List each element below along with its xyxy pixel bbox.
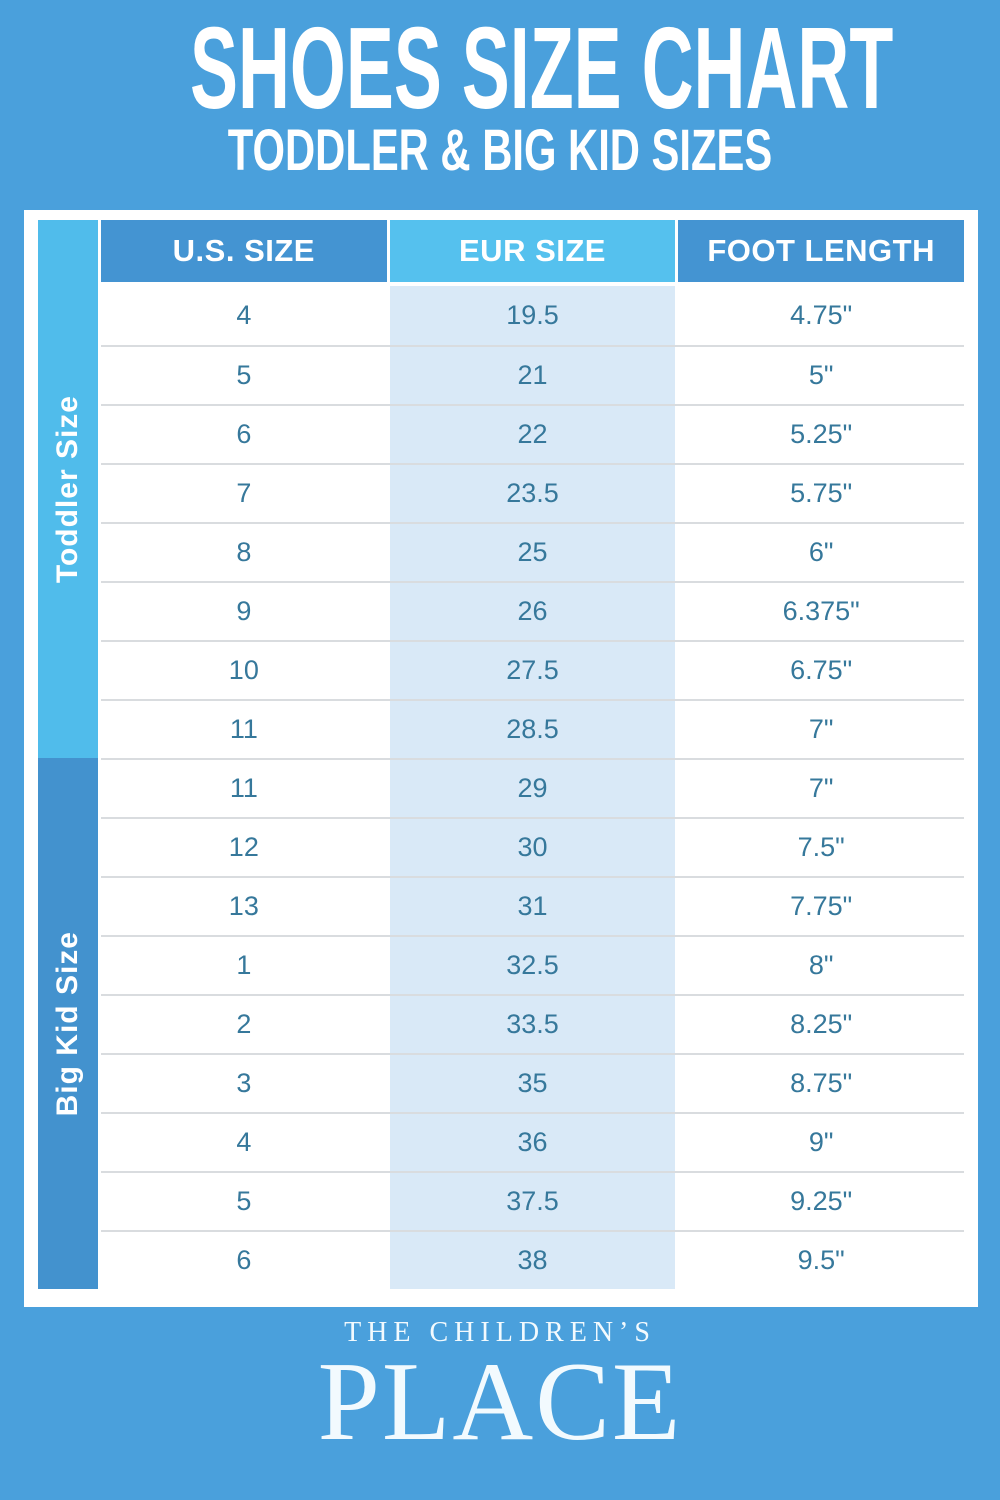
table-row [101,817,964,876]
cell-foot-length: 8" [678,937,964,994]
cell-eur-size: 25 [390,524,676,581]
cell-eur-size: 19.5 [390,286,676,345]
cell-us-size: 1 [101,937,387,994]
cell-foot-length: 7" [678,760,964,817]
table-row [101,876,964,935]
page-title: SHOES SIZE CHART [190,3,894,133]
cell-foot-length: 6" [678,524,964,581]
table-row [101,1112,964,1171]
cell-eur-size: 31 [390,878,676,935]
table-row [101,758,964,817]
cell-eur-size: 37.5 [390,1173,676,1230]
page-subtitle: TODDLER & BIG KID SIZES [227,118,773,183]
table-row [101,994,964,1053]
cell-foot-length: 7.75" [678,878,964,935]
cell-eur-size: 26 [390,583,676,640]
table-row [101,581,964,640]
cell-foot-length: 6.75" [678,642,964,699]
table-body [101,286,964,1289]
table-sidebar [38,220,98,1289]
table-header-row [101,220,964,282]
cell-us-size: 10 [101,642,387,699]
cell-foot-length: 9" [678,1114,964,1171]
cell-us-size: 6 [101,1232,387,1289]
cell-eur-size: 35 [390,1055,676,1112]
table-row [101,640,964,699]
column-header-foot-length: FOOT LENGTH [678,220,964,282]
table-row [101,1230,964,1289]
cell-eur-size: 27.5 [390,642,676,699]
cell-us-size: 7 [101,465,387,522]
cell-foot-length: 6.375" [678,583,964,640]
cell-foot-length: 9.25" [678,1173,964,1230]
cell-us-size: 12 [101,819,387,876]
table-row [101,1171,964,1230]
cell-us-size: 6 [101,406,387,463]
size-table [24,210,978,1307]
cell-foot-length: 4.75" [678,286,964,345]
brand-line-place: PLACE [317,1339,683,1464]
brand-line-childrens: THE CHILDREN’S [344,1317,656,1348]
cell-us-size: 5 [101,1173,387,1230]
cell-eur-size: 28.5 [390,701,676,758]
cell-foot-length: 9.5" [678,1232,964,1289]
cell-eur-size: 22 [390,406,676,463]
table-content [101,220,964,1289]
cell-us-size: 9 [101,583,387,640]
cell-eur-size: 29 [390,760,676,817]
cell-us-size: 13 [101,878,387,935]
column-header-us-size: U.S. SIZE [101,220,387,282]
cell-us-size: 11 [101,701,387,758]
table-row [101,1053,964,1112]
cell-foot-length: 8.75" [678,1055,964,1112]
table-row [101,345,964,404]
section-toddler-strip [38,220,98,758]
cell-us-size: 2 [101,996,387,1053]
cell-eur-size: 23.5 [390,465,676,522]
cell-us-size: 8 [101,524,387,581]
table-row [101,699,964,758]
cell-us-size: 3 [101,1055,387,1112]
table-row [101,522,964,581]
cell-us-size: 5 [101,347,387,404]
cell-eur-size: 38 [390,1232,676,1289]
cell-us-size: 4 [101,1114,387,1171]
cell-eur-size: 32.5 [390,937,676,994]
cell-foot-length: 5.75" [678,465,964,522]
cell-eur-size: 30 [390,819,676,876]
column-header-eur-size: EUR SIZE [390,220,676,282]
section-bigkid-strip [38,758,98,1289]
cell-foot-length: 5" [678,347,964,404]
cell-eur-size: 36 [390,1114,676,1171]
cell-foot-length: 7" [678,701,964,758]
cell-us-size: 11 [101,760,387,817]
section-label-toddler: Toddler Size [51,394,84,584]
cell-eur-size: 21 [390,347,676,404]
table-row [101,463,964,522]
section-label-bigkid: Big Kid Size [51,930,84,1117]
cell-foot-length: 7.5" [678,819,964,876]
table-row [101,935,964,994]
table-row [101,286,964,345]
table-row [101,404,964,463]
cell-us-size: 4 [101,286,387,345]
brand-logo [0,1317,1000,1464]
cell-eur-size: 33.5 [390,996,676,1053]
cell-foot-length: 8.25" [678,996,964,1053]
cell-foot-length: 5.25" [678,406,964,463]
